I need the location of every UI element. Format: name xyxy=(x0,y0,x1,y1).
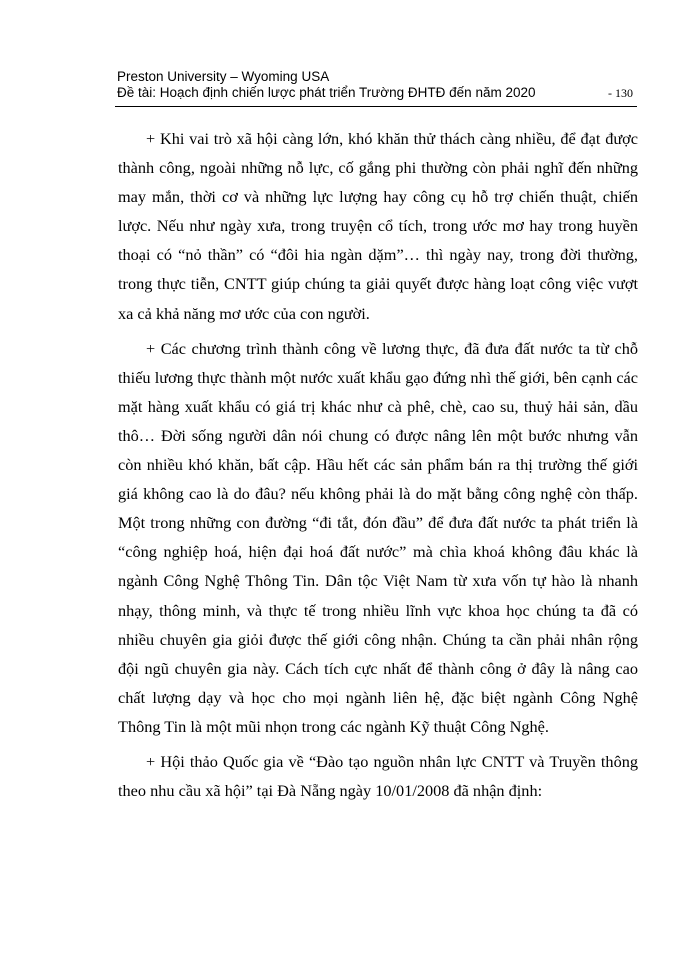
paragraph: + Hội thảo Quốc gia về “Đào tạo nguồn nhân lực CNTT và Truyền thông theo nhu cầu xã hội” tại Đà Nẵng ngày 10/01/2008 đã nhận định: xyxy=(118,751,638,801)
body-text xyxy=(118,124,638,811)
page-header xyxy=(117,69,635,101)
header-divider xyxy=(115,106,637,107)
page-number: - 130 xyxy=(608,86,633,100)
header-thesis-title: Đề tài: Hoạch định chiến lược phát triển Trường ĐHTĐ đến năm 2020 xyxy=(117,85,536,100)
paragraph: + Khi vai trò xã hội càng lớn, khó khăn thử thách càng nhiều, để đạt được thành công, ngoài những nỗ lực, cố gắng phi thường còn phải nghĩ đến những may mắn, thời cơ và những lực lượng hay công cụ hỗ trợ chiến thuật, chiến lược. Nếu như ngày xưa, trong truyện cổ tích, trong ước mơ hay trong huyền thoại có “nỏ thần” có “đôi hia ngàn dặm”… thì ngày nay, trong đời thường, trong thực tiễn, CNTT giúp chúng ta giải quyết được hàng loạt công việc vượt xa cả khả năng mơ ước của con người. xyxy=(118,129,638,323)
paragraph: + Các chương trình thành công về lương thực, đã đưa đất nước ta từ chỗ thiếu lương thực thành một nước xuất khẩu gạo đứng nhì thế giới, bên cạnh các mặt hàng xuất khẩu có giá trị khác như cà phê, chè, cao su, thuỷ hải sản, dầu thô… Đời sống người dân nói chung có được nâng lên một bước nhưng vẫn còn nhiều khó khăn, bất cập. Hầu hết các sản phẩm bán ra thị trường thế giới giá không cao là do đâu? nếu không phải là do mặt bằng công nghệ còn thấp. Một trong những con đường “đi tắt, đón đầu” để đưa đất nước ta phát triển là “công nghiệp hoá, hiện đại hoá đất nước” mà chìa khoá không đâu khác là ngành Công Nghệ Thông Tin. Dân tộc Việt Nam từ xưa vốn tự hào là nhanh nhạy, thông minh, và thực tế trong nhiều lĩnh vực khoa học chúng ta đã có nhiều chuyên gia giỏi được thế giới công nhận. Chúng ta cần phải nhân rộng đội ngũ chuyên gia này. Cách tích cực nhất để thành công ở đây là nâng cao chất lượng dạy và học cho mọi ngành liên hệ, đặc biệt ngành Công Nghệ Thông Tin là một mũi nhọn trong các ngành Kỹ thuật Công Nghệ. xyxy=(118,338,638,736)
header-institution: Preston University – Wyoming USA xyxy=(117,69,330,84)
